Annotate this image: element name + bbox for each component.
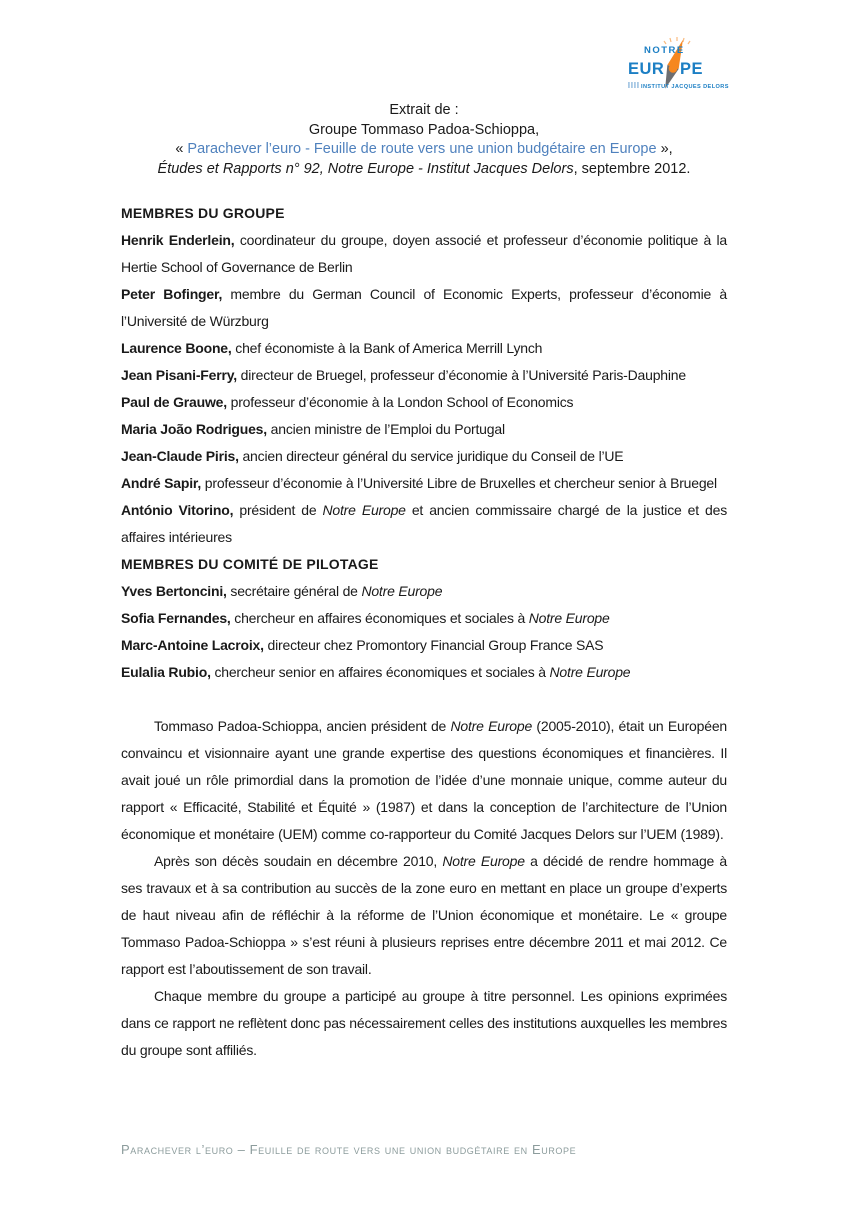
- text-segment: Yves Bertoncini,: [121, 583, 227, 599]
- text-segment: Notre Europe: [549, 664, 631, 680]
- text-segment: Paul de Grauwe,: [121, 394, 227, 410]
- member-entry-rodrigues: [121, 416, 727, 443]
- quote-open: «: [175, 141, 188, 157]
- report-title-link[interactable]: Parachever l’euro - Feuille de route vers une union budgétaire en Europe: [187, 141, 657, 157]
- text-segment: Marc-Antoine Lacroix,: [121, 637, 264, 653]
- text-segment: secrétaire général de: [226, 583, 362, 599]
- text-segment: (2005-2010), était un Européen convaincu et visionnaire ayant une grande expertise des questions économiques et financières. Il avait joué un rôle primordial dans la promotion de l’idée d’une monnaie unique, comme auteur du rapport « Efficacité, Stabilité et Équité » (1987) et dans la conception de l’architecture de l’Union économique et monétaire (UEM) comme co-rapporteur du Comité Jacques Delors sur l’UEM (1989).: [121, 718, 727, 842]
- text-segment: ancien ministre de l’Emploi du Portugal: [266, 421, 505, 437]
- text-segment: António Vitorino,: [121, 502, 234, 518]
- text-segment: chercheur en affaires économiques et sociales à: [230, 610, 529, 626]
- text-segment: Chaque membre du groupe a participé au groupe à titre personnel. Les opinions exprimées dans ce rapport ne reflètent donc pas nécessairement celles des institutions auxquelles les membres du groupe sont affiliés.: [121, 988, 727, 1058]
- text-segment: , septembre 2012.: [573, 160, 691, 177]
- text-segment: Henrik Enderlein,: [121, 232, 235, 248]
- text-segment: membre du German Council of Economic Experts, professeur d’économie à l’Université de Würzburg: [121, 286, 727, 329]
- text-segment: Après son décès soudain en décembre 2010,: [154, 853, 443, 869]
- text-segment: Peter Bofinger,: [121, 286, 223, 302]
- logo-institut-text: INSTITUT JACQUES DELORS: [641, 84, 729, 90]
- members-group-heading: MEMBRES DU GROUPE: [121, 205, 285, 221]
- logo-pe-text: PE: [680, 60, 704, 78]
- member-entry-boone: [121, 335, 727, 362]
- document-body: [121, 200, 727, 1064]
- citation-header: [121, 101, 727, 179]
- member-entry-sapir: [121, 470, 727, 497]
- member-entry-bofinger: [121, 281, 727, 335]
- text-segment: professeur d’économie à l’Université Libre de Bruxelles et chercheur senior à Bruegel: [201, 475, 717, 491]
- text-segment: a décidé de rendre hommage à ses travaux et à sa contribution au succès de la zone euro en mettant en place un groupe d’experts de haut niveau afin de réfléchir à la réforme de l’Union économique et monétaire. Le « groupe Tommaso Padoa-Schioppa » s’est réuni à plusieurs reprises entre décembre 2011 et mai 2012. Ce rapport est l’aboutissement de son travail.: [121, 853, 727, 977]
- paragraph-opinions: [121, 983, 727, 1064]
- paragraph-padoa-schioppa: [121, 713, 727, 848]
- compass-ticks-icon: [664, 37, 690, 44]
- member-entry-vitorino: [121, 497, 727, 551]
- text-segment: directeur chez Promontory Financial Group France SAS: [263, 637, 604, 653]
- text-segment: Tommaso Padoa-Schioppa, ancien président de: [154, 718, 451, 734]
- text-segment: Sofia Fernandes,: [121, 610, 231, 626]
- text-segment: Jean-Claude Piris,: [121, 448, 239, 464]
- text-segment: et ancien commissaire chargé de la justice et des affaires intérieures: [121, 502, 727, 545]
- text-segment: chercheur senior en affaires économiques et sociales à: [210, 664, 550, 680]
- member-entry-rubio: [121, 659, 727, 686]
- text-segment: professeur d’économie à la London School of Economics: [226, 394, 574, 410]
- text-segment: Notre Europe: [450, 718, 533, 734]
- text-segment: ancien directeur général du service juridique du Conseil de l’UE: [238, 448, 624, 464]
- notre-europe-logo: [627, 36, 741, 94]
- text-segment: Maria João Rodrigues,: [121, 421, 267, 437]
- members-comite-heading: MEMBRES DU COMITÉ DE PILOTAGE: [121, 556, 379, 572]
- text-segment: Notre Europe: [322, 502, 406, 518]
- text-segment: Notre Europe: [528, 610, 610, 626]
- logo-notre-text: NOTRE: [644, 45, 685, 56]
- text-segment: Jean Pisani-Ferry,: [121, 367, 237, 383]
- text-segment: Laurence Boone,: [121, 340, 232, 356]
- citation-line-extrait: Extrait de :: [389, 102, 459, 118]
- logo-bars-icon: [628, 82, 639, 88]
- logo-orange-dot-icon: [669, 64, 678, 73]
- quote-close: »,: [656, 141, 673, 157]
- member-entry-piris: [121, 443, 727, 470]
- text-segment: Eulalia Rubio,: [121, 664, 211, 680]
- body-paragraphs: [121, 713, 727, 1064]
- member-entry-de-grauwe: [121, 389, 727, 416]
- citation-line-title: [121, 140, 727, 160]
- member-entry-bertoncini: [121, 578, 727, 605]
- member-entry-fernandes: [121, 605, 727, 632]
- text-segment: Notre Europe: [442, 853, 525, 869]
- member-entry-enderlein: [121, 227, 727, 281]
- text-segment: directeur de Bruegel, professeur d’économie à l’Université Paris-Dauphine: [236, 367, 686, 383]
- text-segment: coordinateur du groupe, doyen associé et professeur d’économie politique à la Hertie School of Governance de Berlin: [121, 232, 727, 275]
- text-segment: André Sapir,: [121, 475, 202, 491]
- footer-running-title: Parachever l’euro – Feuille de route vers une union budgétaire en Europe: [121, 1142, 577, 1157]
- citation-line-groupe: Groupe Tommaso Padoa-Schioppa,: [308, 121, 540, 138]
- notre-europe-logo-svg: [627, 36, 741, 94]
- citation-line-reference: [121, 160, 727, 180]
- member-entry-pisani-ferry: [121, 362, 727, 389]
- member-entry-lacroix: [121, 632, 727, 659]
- text-segment: Études et Rapports n° 92, Notre Europe - Institut Jacques Delors: [157, 160, 574, 177]
- logo-eur-text: EUR: [628, 60, 665, 78]
- paragraph-hommage: [121, 848, 727, 983]
- text-segment: Notre Europe: [361, 583, 443, 599]
- text-segment: président de: [233, 502, 323, 518]
- text-segment: chef économiste à la Bank of America Merrill Lynch: [231, 340, 543, 356]
